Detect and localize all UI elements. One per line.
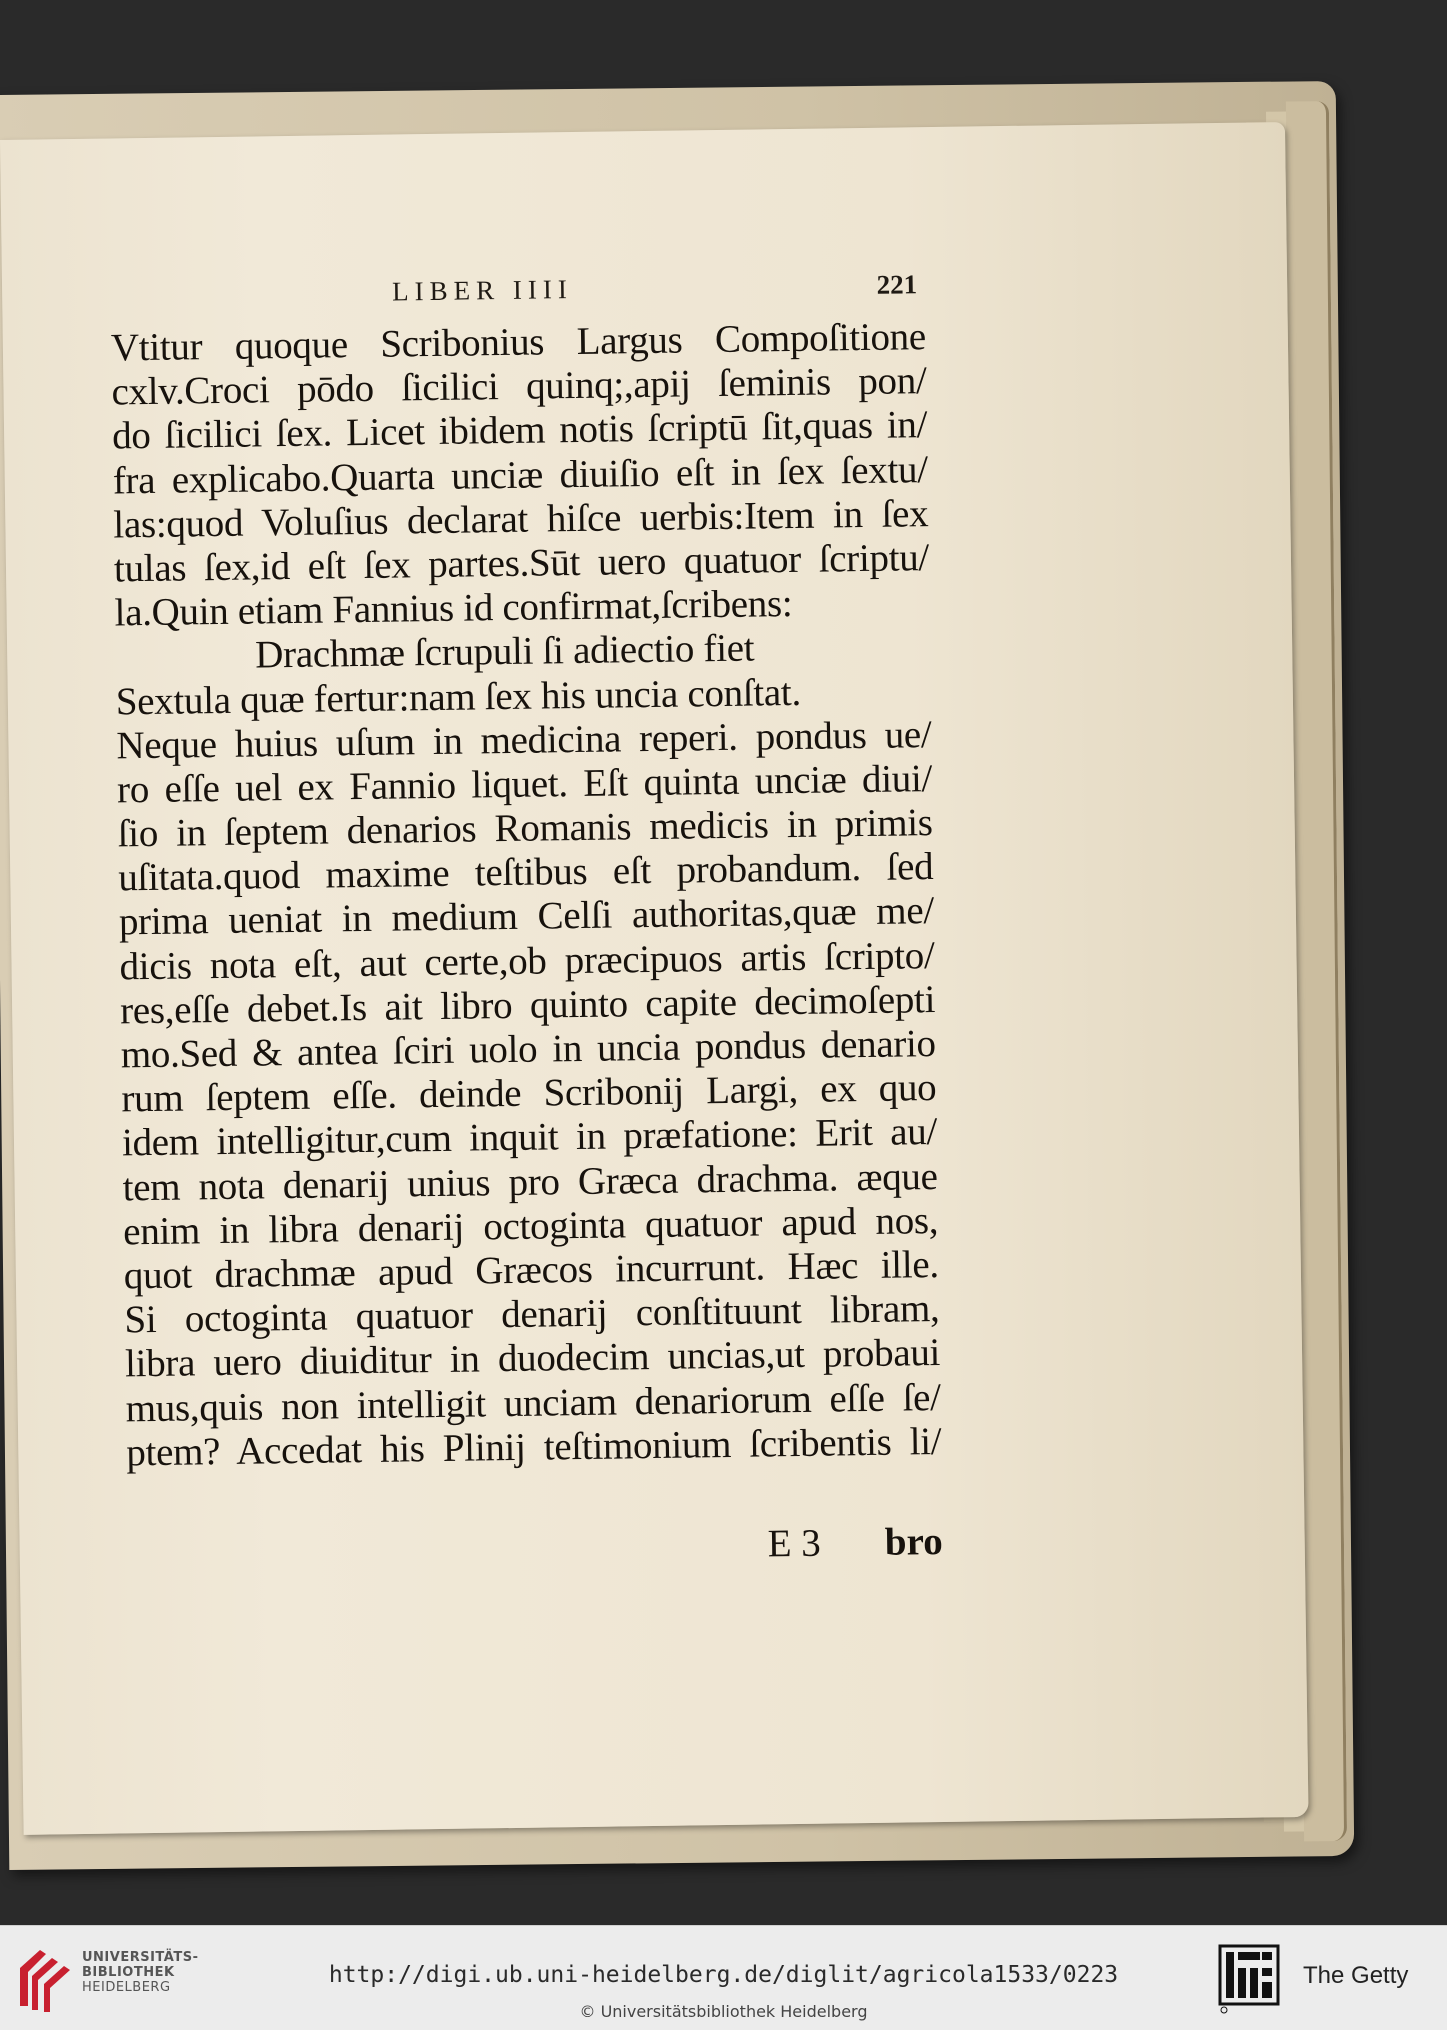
text-line: Vtitur quoque Scribonius Largus Compoſitione: [110, 315, 927, 370]
text-line: libra uero diuiditur in duodecim uncias,ut probaui: [124, 1331, 941, 1386]
text-line: tulas ſex,id eſt ſex partes.Sūt uero quatuor ſcriptu/: [113, 536, 930, 591]
sponsor-name: The Getty: [1303, 1962, 1409, 1989]
text-line: mo.Sed & antea ſciri uolo in uncia pondus denario: [120, 1022, 937, 1077]
library-name-line: HEIDELBERG: [82, 1980, 171, 1995]
text-line: Si octoginta quatuor denarij conſtituunt libram,: [124, 1287, 940, 1342]
library-name-line: UNIVERSITÄTS-: [82, 1950, 199, 1965]
text-block: [111, 315, 942, 1475]
text-line: enim in libra denarij octoginta quatuor apud nos,: [122, 1198, 939, 1254]
text-line: ſio in ſeptem denarios Romanis medicis in primis: [117, 801, 933, 856]
text-line: ro eſſe uel ex Fannio liquet. Eſt quinta unciæ diui/: [116, 756, 933, 812]
text-line: dicis nota eſt, aut certe,ob præcipuos artis ſcripto/: [119, 933, 935, 989]
verse-line: Sextula quæ fertur:nam ſex his uncia conſtat.: [115, 670, 802, 723]
text-line: tem nota denarij unius pro Græca drachma. æque: [122, 1154, 938, 1209]
getty-logo[interactable]: [1218, 1944, 1280, 2016]
text-line: prima ueniat in medium Celſi authoritas,quæ me/: [118, 889, 935, 944]
copyright-notice: © Universitätsbibliothek Heidelberg: [579, 2002, 868, 2021]
text-line: la.Quin etiam Fannius id confirmat,ſcribens:: [114, 582, 793, 635]
permalink-link[interactable]: http://digi.ub.uni-heidelberg.de/diglit/agricola1533/0223: [328, 1962, 1119, 1988]
text-line: las:quod Voluſius declarat hiſce uerbis:Item in ſex: [113, 491, 929, 547]
viewer-footer: [0, 1925, 1447, 2030]
text-line: rum ſeptem eſſe. deinde Scribonij Largi, ex quo: [121, 1066, 937, 1121]
text-line: quot drachmæ apud Græcos incurrunt. Hæc ille.: [123, 1242, 940, 1298]
verse-line: Drachmæ ſcrupuli ſi adiectio fiet: [254, 626, 755, 677]
text-line: fra explicabo.Quarta unciæ diuiſio eſt in ſex ſextu/: [112, 447, 928, 503]
running-title: LIBER IIII: [391, 274, 574, 307]
text-line: ptem? Accedat his Plinij teſtimonium ſcribentis li/: [126, 1419, 942, 1475]
page-header: [112, 269, 917, 314]
book-page: [0, 122, 1309, 1835]
text-line: do ſicilici ſex. Licet ibidem notis ſcriptū ſit,quas in/: [111, 403, 928, 458]
text-line: cxlv.Croci pōdo ſicilici quinq;,apij ſeminis pon/: [111, 359, 927, 414]
catchword: bro: [884, 1519, 943, 1564]
text-line: idem intelligitur,cum inquit in præfatione: Erit au/: [121, 1110, 938, 1165]
library-name-line: BIBLIOTHEK: [82, 1965, 175, 1980]
folio-number: 221: [876, 269, 918, 300]
text-line: res,eſſe debet.Is ait libro quinto capite decimoſepti: [119, 977, 936, 1033]
text-line: uſitata.quod maxime teſtibus eſt probandum. ſed: [118, 845, 934, 900]
text-line: mus,quis non intelligit unciam denariorum eſſe ſe/: [125, 1375, 941, 1430]
catchline: [127, 1519, 943, 1574]
signature-mark: E 3: [767, 1521, 822, 1566]
text-line: Neque huius uſum in medicina reperi. pondus ue/: [116, 712, 932, 768]
